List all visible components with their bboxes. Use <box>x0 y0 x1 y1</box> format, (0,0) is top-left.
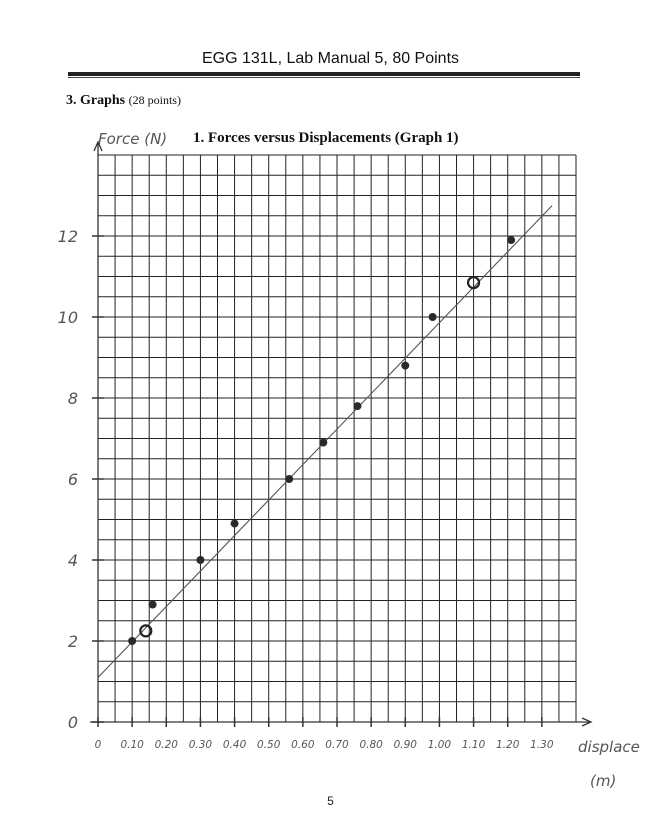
y-tick-label: 0 <box>67 713 78 732</box>
section-title: 3. Graphs <box>66 93 126 108</box>
x-tick-label: 0.30 <box>188 739 213 751</box>
chart-title: 1. Forces versus Displacements (Graph 1) <box>193 130 459 146</box>
x-tick-label: 1.20 <box>496 739 520 751</box>
data-point <box>285 475 293 483</box>
page-header: EGG 131L, Lab Manual 5, 80 Points <box>201 50 460 67</box>
x-tick-label: 0.50 <box>257 739 281 751</box>
x-tick-label: 0 <box>94 739 102 751</box>
data-point <box>353 402 361 410</box>
x-tick-label: 0.20 <box>154 739 178 751</box>
data-point <box>507 236 515 244</box>
x-tick-label: 0.60 <box>291 739 315 751</box>
section-points: (28 points) <box>128 93 181 107</box>
data-point <box>401 362 409 370</box>
y-tick-label: 4 <box>67 551 78 570</box>
x-tick-label: 0.80 <box>359 739 383 751</box>
data-point <box>128 637 136 645</box>
data-points <box>128 236 515 645</box>
x-tick-label: 1.00 <box>427 739 452 751</box>
x-tick-label: 0.10 <box>120 739 144 751</box>
data-point <box>319 439 327 447</box>
x-tick-label: 0.90 <box>393 739 417 751</box>
page-number: 5 <box>327 794 334 808</box>
y-tick-label: 6 <box>67 470 78 489</box>
x-tick-label: 0.40 <box>222 739 247 751</box>
data-point <box>149 601 157 609</box>
x-axis-unit: (m) <box>590 772 617 790</box>
x-tick-label: 1.30 <box>530 739 554 751</box>
y-tick-label: 10 <box>57 308 78 327</box>
x-tick-label: 0.70 <box>325 739 349 751</box>
data-point <box>429 313 437 321</box>
y-tick-label: 12 <box>57 227 78 246</box>
data-point <box>231 520 239 528</box>
chart-axes <box>90 142 591 726</box>
x-tick-label: 1.10 <box>461 739 486 751</box>
x-axis-label: displace <box>578 738 640 756</box>
y-tick-label: 8 <box>67 389 78 408</box>
y-axis-label: Force (N) <box>98 130 168 148</box>
data-point <box>196 556 204 564</box>
chart-grid <box>98 155 576 722</box>
y-tick-label: 2 <box>67 632 78 651</box>
